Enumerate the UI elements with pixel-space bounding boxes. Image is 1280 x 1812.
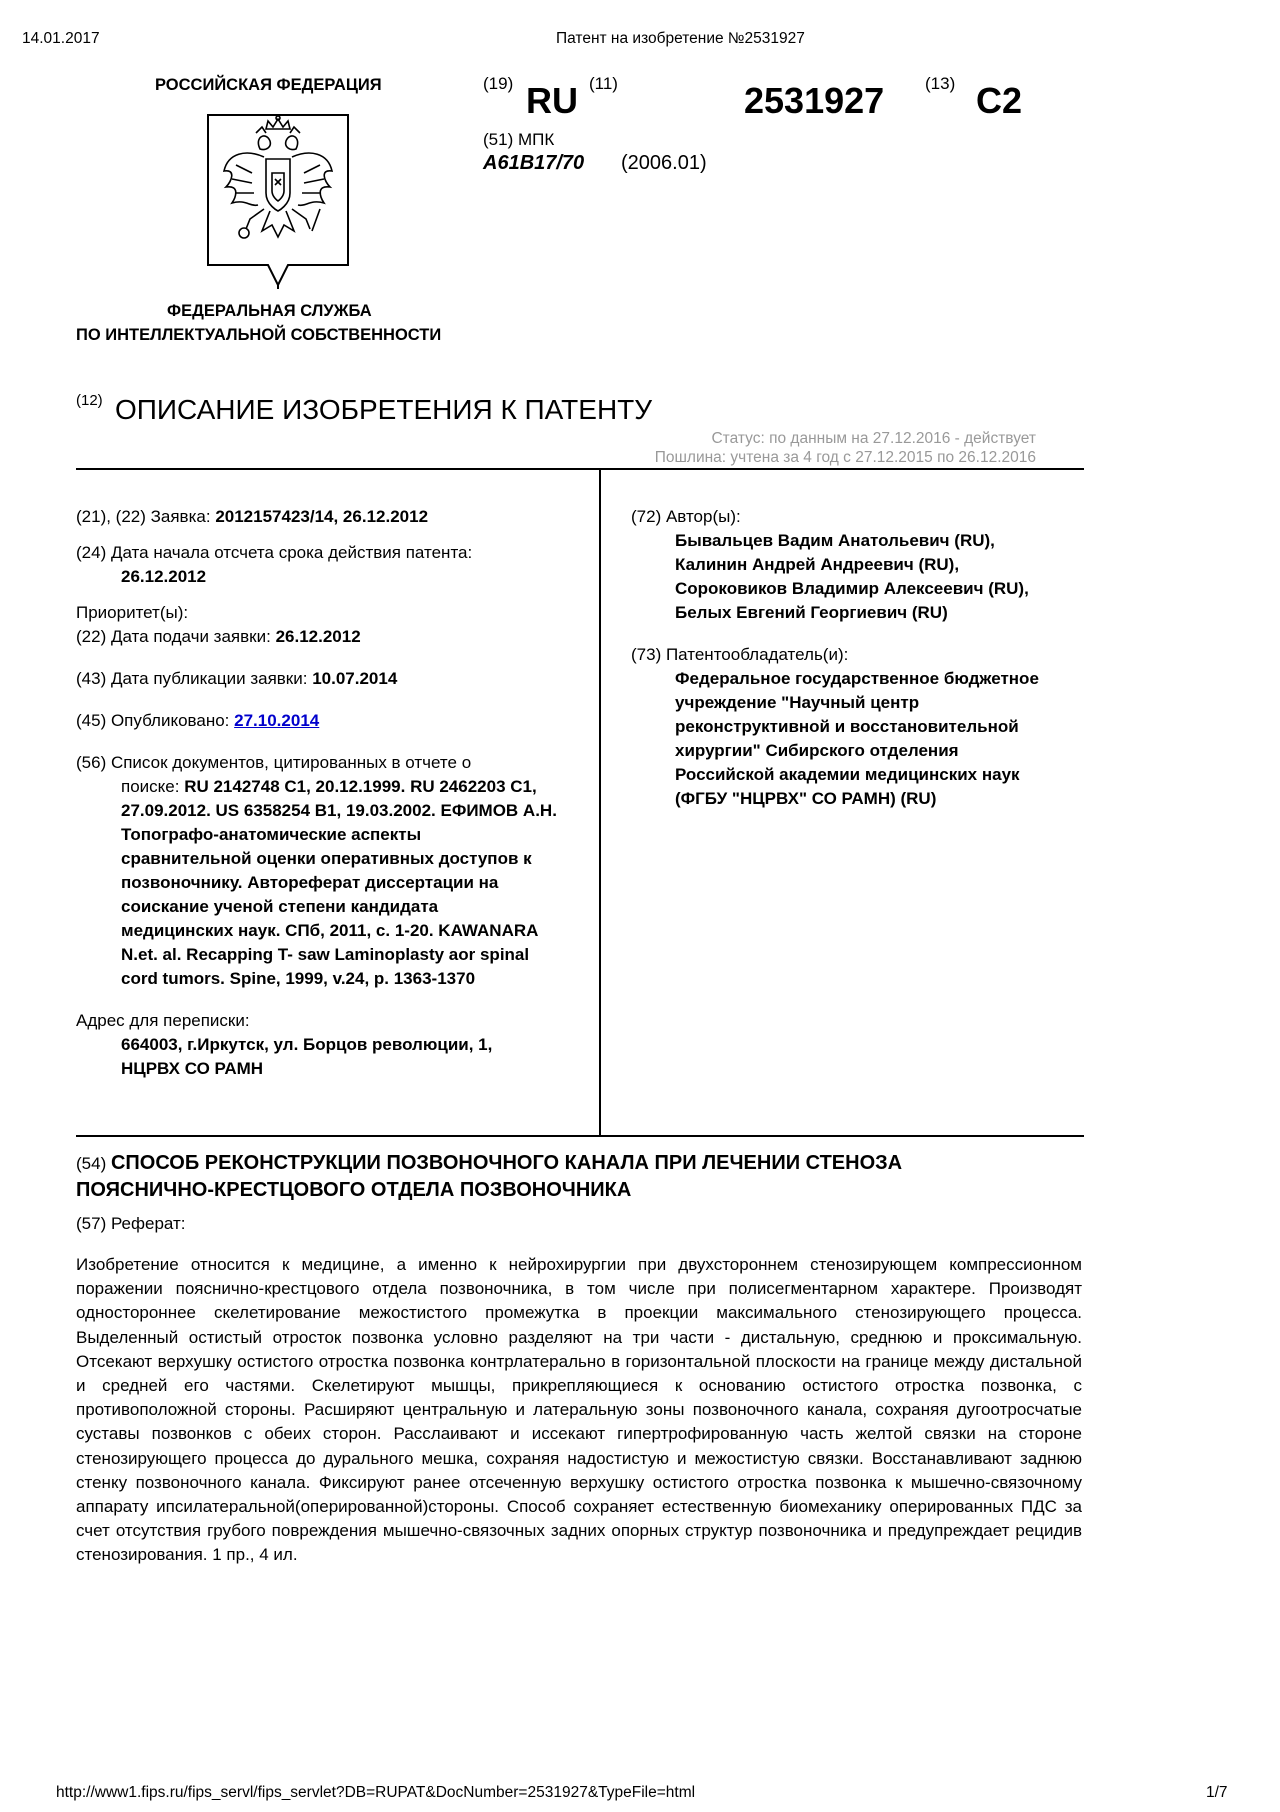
cited-doc-line: 27.09.2012. US 6358254 B1, 19.03.2002. ЕФИМОВ А.Н. (121, 801, 557, 820)
abstract-text: Изобретение относится к медицине, а именно к нейрохирургии при двухстороннем стенозирующем компрессионном поражении пояснично-крестцового отдела позвоночника, в том числе при полисегментарном характере. Производят одностороннее скелетирование межостистого промежутка в проекции максимального стенозирующего процесса. Выделенный остистый отросток позвонка условно разделяют на три части - дистальную, среднюю и проксимальную. Отсекают верхушку остистого отростка позвонка контрлатерально в горизонтальной плоскости на границе между дистальной и средней его частями. Скелетируют мышцы, прикрепляющиеся к основанию остистого отростка позвонка, с противоположной стороны. Расширяют центральную и латеральную зоны позвоночного канала, сохраняя дугоотросчатые суставы позвонков с обеих сторон. Расслаивают и иссекают гипертрофированную часть желтой связки на стороне стенозирующего процесса до дурального мешка, сохраняя надостистую и межостистую связки. Восстанавливают заднюю стенку позвоночного канала. Фиксируют ранее отсеченную верхушку остистого отростка позвонка к мышечно-связочному аппарату ипсилатеральной(оперированной)стороны. Способ сохраняет естественную биомеханику оперированных ПДС за счет отсутствия грубого повреждения мышечно-связочных задних опорных структур позвоночника и предупреждает рецидив стенозирования. 1 пр., 4 ил. (76, 1255, 1082, 1565)
address-line: 664003, г.Иркутск, ул. Борцов революции, 1, (121, 1035, 493, 1054)
code-12: (12) (76, 392, 103, 409)
column-divider (599, 470, 601, 1136)
status-text: Статус: по данным на 27.12.2016 - действует (711, 430, 1036, 447)
priority-label: Приоритет(ы): (76, 603, 189, 622)
holder-line: реконструктивной и восстановительной (675, 717, 1019, 736)
code-54: (54) (76, 1154, 111, 1173)
author-item: Калинин Андрей Андреевич (RU), (675, 555, 960, 574)
bottom-rule (76, 1135, 1084, 1137)
start-date-label: (24) Дата начала отсчета срока действия патента: (76, 543, 473, 562)
invention-title-line1: СПОСОБ РЕКОНСТРУКЦИИ ПОЗВОНОЧНОГО КАНАЛА ПРИ ЛЕЧЕНИИ СТЕНОЗА (110, 1152, 903, 1174)
print-title: Патент на изобретение №2531927 (556, 30, 805, 47)
abstract-label: (57) Реферат: (76, 1214, 186, 1233)
cited-docs-label: (56) Список документов, цитированных в отчете о (76, 753, 472, 772)
holder-line: Федеральное государственное бюджетное (675, 669, 1039, 688)
address-line: НЦРВХ СО РАМН (121, 1059, 264, 1078)
country-name: РОССИЙСКАЯ ФЕДЕРАЦИЯ (155, 76, 382, 94)
holder-line: (ФГБУ "НЦРВХ" СО РАМН) (RU) (675, 789, 937, 808)
kind-code: C2 (976, 80, 1023, 121)
authors-list (631, 529, 1081, 625)
author-item: Белых Евгений Георгиевич (RU) (675, 603, 948, 622)
cited-doc-line: RU 2142748 C1, 20.12.1999. RU 2462203 C1, (184, 777, 537, 796)
holder-line: хирургии" Сибирского отделения (675, 741, 959, 760)
holder-block (631, 667, 1081, 811)
patent-number: 2531927 (744, 80, 885, 121)
code-13: (13) (925, 74, 956, 93)
page-number: 1/7 (1206, 1784, 1228, 1801)
mpk-label: (51) МПК (483, 130, 555, 149)
cited-doc-line: сравнительной оценки оперативных доступов к (121, 849, 532, 868)
cited-doc-line: соискание ученой степени кандидата (121, 897, 439, 916)
bibliography-right (631, 505, 1081, 811)
cited-doc-line: Топографо-анатомические аспекты (121, 825, 422, 844)
published-field: (45) Опубликовано: 27.10.2014 (76, 711, 320, 730)
service-name-line2: ПО ИНТЕЛЛЕКТУАЛЬНОЙ СОБСТВЕННОСТИ (76, 326, 442, 344)
author-item: Сороковиков Владимир Алексеевич (RU), (675, 579, 1029, 598)
cited-doc-line: cord tumors. Spine, 1999, v.24, p. 1363-1370 (121, 969, 476, 988)
document-title: ОПИСАНИЕ ИЗОБРЕТЕНИЯ К ПАТЕНТУ (115, 394, 653, 425)
address-label: Адрес для переписки: (76, 1011, 250, 1030)
holder-line: Российской академии медицинских наук (675, 765, 1020, 784)
author-item: Бывальцев Вадим Анатольевич (RU), (675, 531, 995, 550)
application-field: (21), (22) Заявка: 2012157423/14, 26.12.2012 (76, 507, 429, 526)
invention-title-line2: ПОЯСНИЧНО-КРЕСТЦОВОГО ОТДЕЛА ПОЗВОНОЧНИКА (76, 1179, 632, 1201)
authors-label: (72) Автор(ы): (631, 507, 741, 526)
fee-text: Пошлина: учтена за 4 год с 27.12.2015 по 26.12.2016 (654, 449, 1036, 466)
footer-url: http://www1.fips.ru/fips_servl/fips_servlet?DB=RUPAT&DocNumber=2531927&TypeFile=html (56, 1784, 696, 1801)
holder-line: учреждение "Научный центр (675, 693, 920, 712)
country-code: RU (526, 80, 578, 121)
cited-doc-line: позвоночнику. Автореферат диссертации на (121, 873, 499, 892)
address-block (76, 1033, 596, 1081)
cited-doc-line: N.et. al. Recapping T- saw Laminoplasty aor spinal (121, 945, 530, 964)
coat-of-arms-icon (206, 113, 350, 298)
mpk-class: A61B17/70 (483, 152, 585, 174)
top-rule (76, 468, 1084, 470)
holder-label: (73) Патентообладатель(и): (631, 645, 849, 664)
service-name-line1: ФЕДЕРАЛЬНАЯ СЛУЖБА (167, 302, 372, 320)
print-date: 14.01.2017 (22, 30, 100, 47)
code-11: (11) (589, 74, 618, 93)
bibliography-left (76, 505, 596, 1081)
published-date-link[interactable]: 27.10.2014 (234, 711, 320, 730)
invention-title (76, 1150, 1084, 1204)
publication-date-field: (43) Дата публикации заявки: 10.07.2014 (76, 669, 398, 688)
cited-docs-list (76, 775, 596, 991)
filing-date-field: (22) Дата подачи заявки: 26.12.2012 (76, 627, 361, 646)
cited-docs-label-2: поиске: (121, 777, 185, 796)
mpk-year: (2006.01) (621, 152, 707, 174)
cited-doc-line: медицинских наук. СПб, 2011, с. 1-20. KAWANARA (121, 921, 539, 940)
code-19: (19) (483, 74, 514, 93)
start-date-value: 26.12.2012 (121, 567, 207, 586)
